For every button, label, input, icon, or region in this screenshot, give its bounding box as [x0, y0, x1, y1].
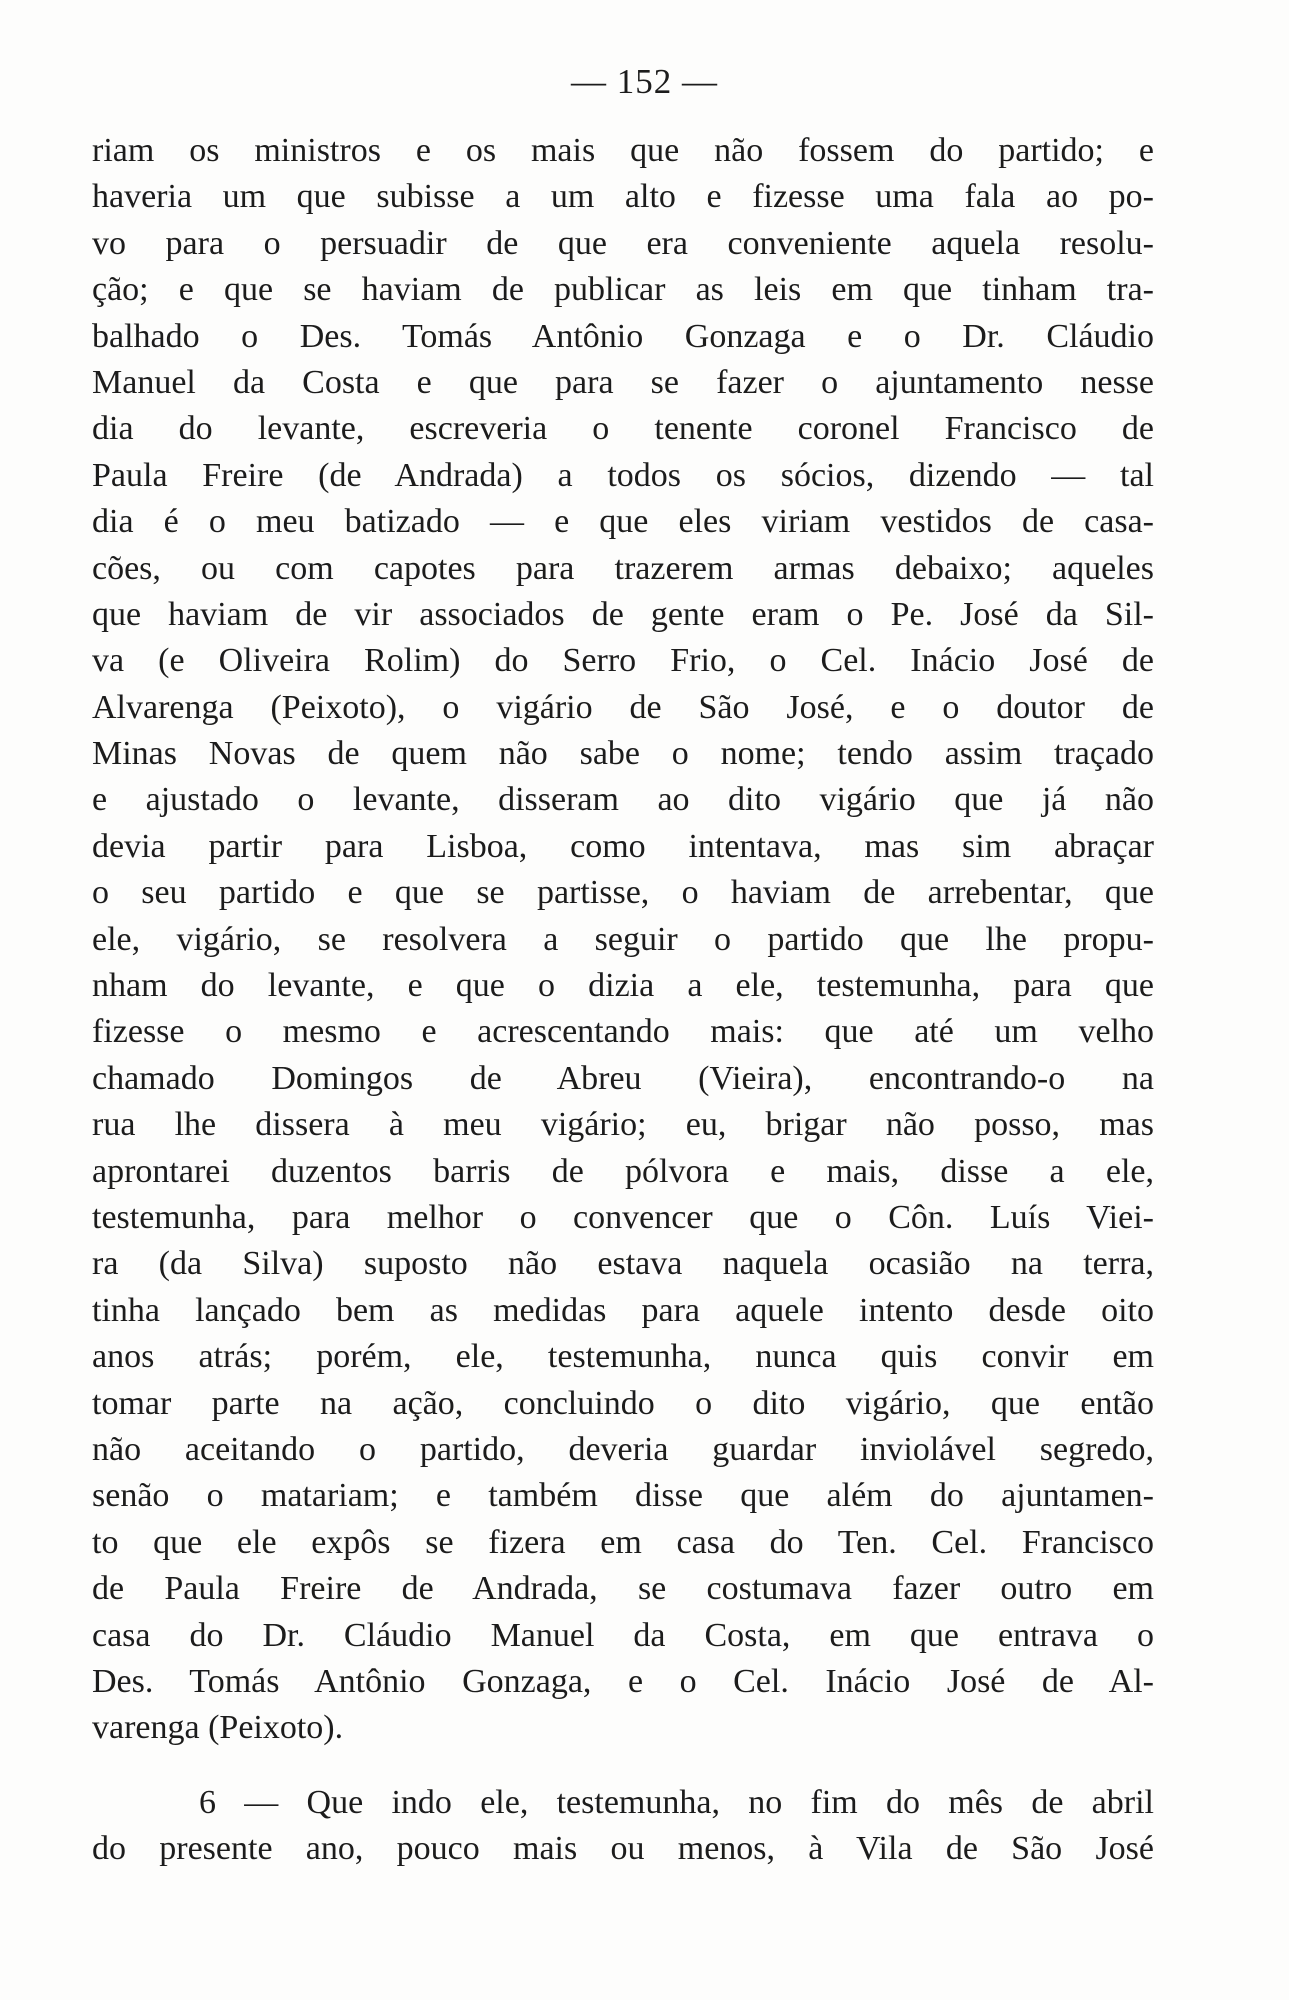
page-number: — 152 —	[571, 62, 718, 101]
text-line: varenga (Peixoto).	[92, 1709, 344, 1747]
text-line: testemunha, para melhor o convencer que o Côn. Luís Viei-	[92, 1198, 1154, 1236]
body-text	[92, 128, 1154, 1872]
text-line: devia partir para Lisboa, como intentava, mas sim abraçar	[92, 827, 1154, 865]
text-line: ele, vigário, se resolvera a seguir o partido que lhe propu-	[92, 920, 1154, 958]
text-line: o seu partido e que se partisse, o haviam de arrebentar, que	[92, 874, 1154, 912]
text-line: de Paula Freire de Andrada, se costumava fazer outro em	[92, 1570, 1154, 1608]
text-line: balhado o Des. Tomás Antônio Gonzaga e o Dr. Cláudio	[92, 317, 1154, 355]
paragraph-gap	[92, 1752, 1154, 1780]
text-line: va (e Oliveira Rolim) do Serro Frio, o Cel. Inácio José de	[92, 642, 1154, 680]
text-line: casa do Dr. Cláudio Manuel da Costa, em que entrava o	[92, 1616, 1154, 1654]
text-line: ção; e que se haviam de publicar as leis em que tinham tra-	[92, 271, 1154, 309]
text-line: que haviam de vir associados de gente eram o Pe. José da Sil-	[92, 595, 1154, 633]
text-line: rua lhe dissera à meu vigário; eu, brigar não posso, mas	[92, 1106, 1154, 1144]
text-line: chamado Domingos de Abreu (Vieira), encontrando-o na	[92, 1059, 1154, 1097]
text-line: 6 — Que indo ele, testemunha, no fim do mês de abril	[199, 1783, 1154, 1821]
text-line: não aceitando o partido, deveria guardar inviolável segredo,	[92, 1430, 1154, 1468]
text-line: Paula Freire (de Andrada) a todos os sócios, dizendo — tal	[92, 456, 1154, 494]
text-line: dia do levante, escreveria o tenente coronel Francisco de	[92, 410, 1154, 448]
text-line: ra (da Silva) suposto não estava naquela ocasião na terra,	[92, 1245, 1154, 1283]
paragraph	[92, 1780, 1154, 1873]
text-line: nham do levante, e que o dizia a ele, testemunha, para que	[92, 967, 1154, 1005]
text-line: to que ele expôs se fizera em casa do Ten. Cel. Francisco	[92, 1523, 1154, 1561]
text-line: tinha lançado bem as medidas para aquele intento desde oito	[92, 1291, 1154, 1329]
text-line: Minas Novas de quem não sabe o nome; tendo assim traçado	[92, 735, 1154, 773]
text-line: Alvarenga (Peixoto), o vigário de São José, e o doutor de	[92, 688, 1154, 726]
text-line: do presente ano, pouco mais ou menos, à Vila de São José	[92, 1830, 1154, 1868]
text-line: e ajustado o levante, disseram ao dito vigário que já não	[92, 781, 1154, 819]
text-line: dia é o meu batizado — e que eles viriam vestidos de casa-	[92, 503, 1154, 541]
paragraph	[92, 128, 1154, 1752]
text-line: cões, ou com capotes para trazerem armas debaixo; aqueles	[92, 549, 1154, 587]
text-line: haveria um que subisse a um alto e fizesse uma fala ao po-	[92, 178, 1154, 216]
text-line: fizesse o mesmo e acrescentando mais: que até um velho	[92, 1013, 1154, 1051]
text-line: tomar parte na ação, concluindo o dito vigário, que então	[92, 1384, 1154, 1422]
text-line: anos atrás; porém, ele, testemunha, nunca quis convir em	[92, 1338, 1154, 1376]
text-line: riam os ministros e os mais que não fossem do partido; e	[92, 132, 1154, 169]
text-line: aprontarei duzentos barris de pólvora e mais, disse a ele,	[92, 1152, 1154, 1190]
text-line: Manuel da Costa e que para se fazer o ajuntamento nesse	[92, 363, 1154, 401]
text-line: vo para o persuadir de que era conveniente aquela resolu-	[92, 224, 1154, 262]
text-line: Des. Tomás Antônio Gonzaga, e o Cel. Inácio José de Al-	[92, 1662, 1154, 1700]
text-line: senão o matariam; e também disse que além do ajuntamen-	[92, 1477, 1154, 1515]
